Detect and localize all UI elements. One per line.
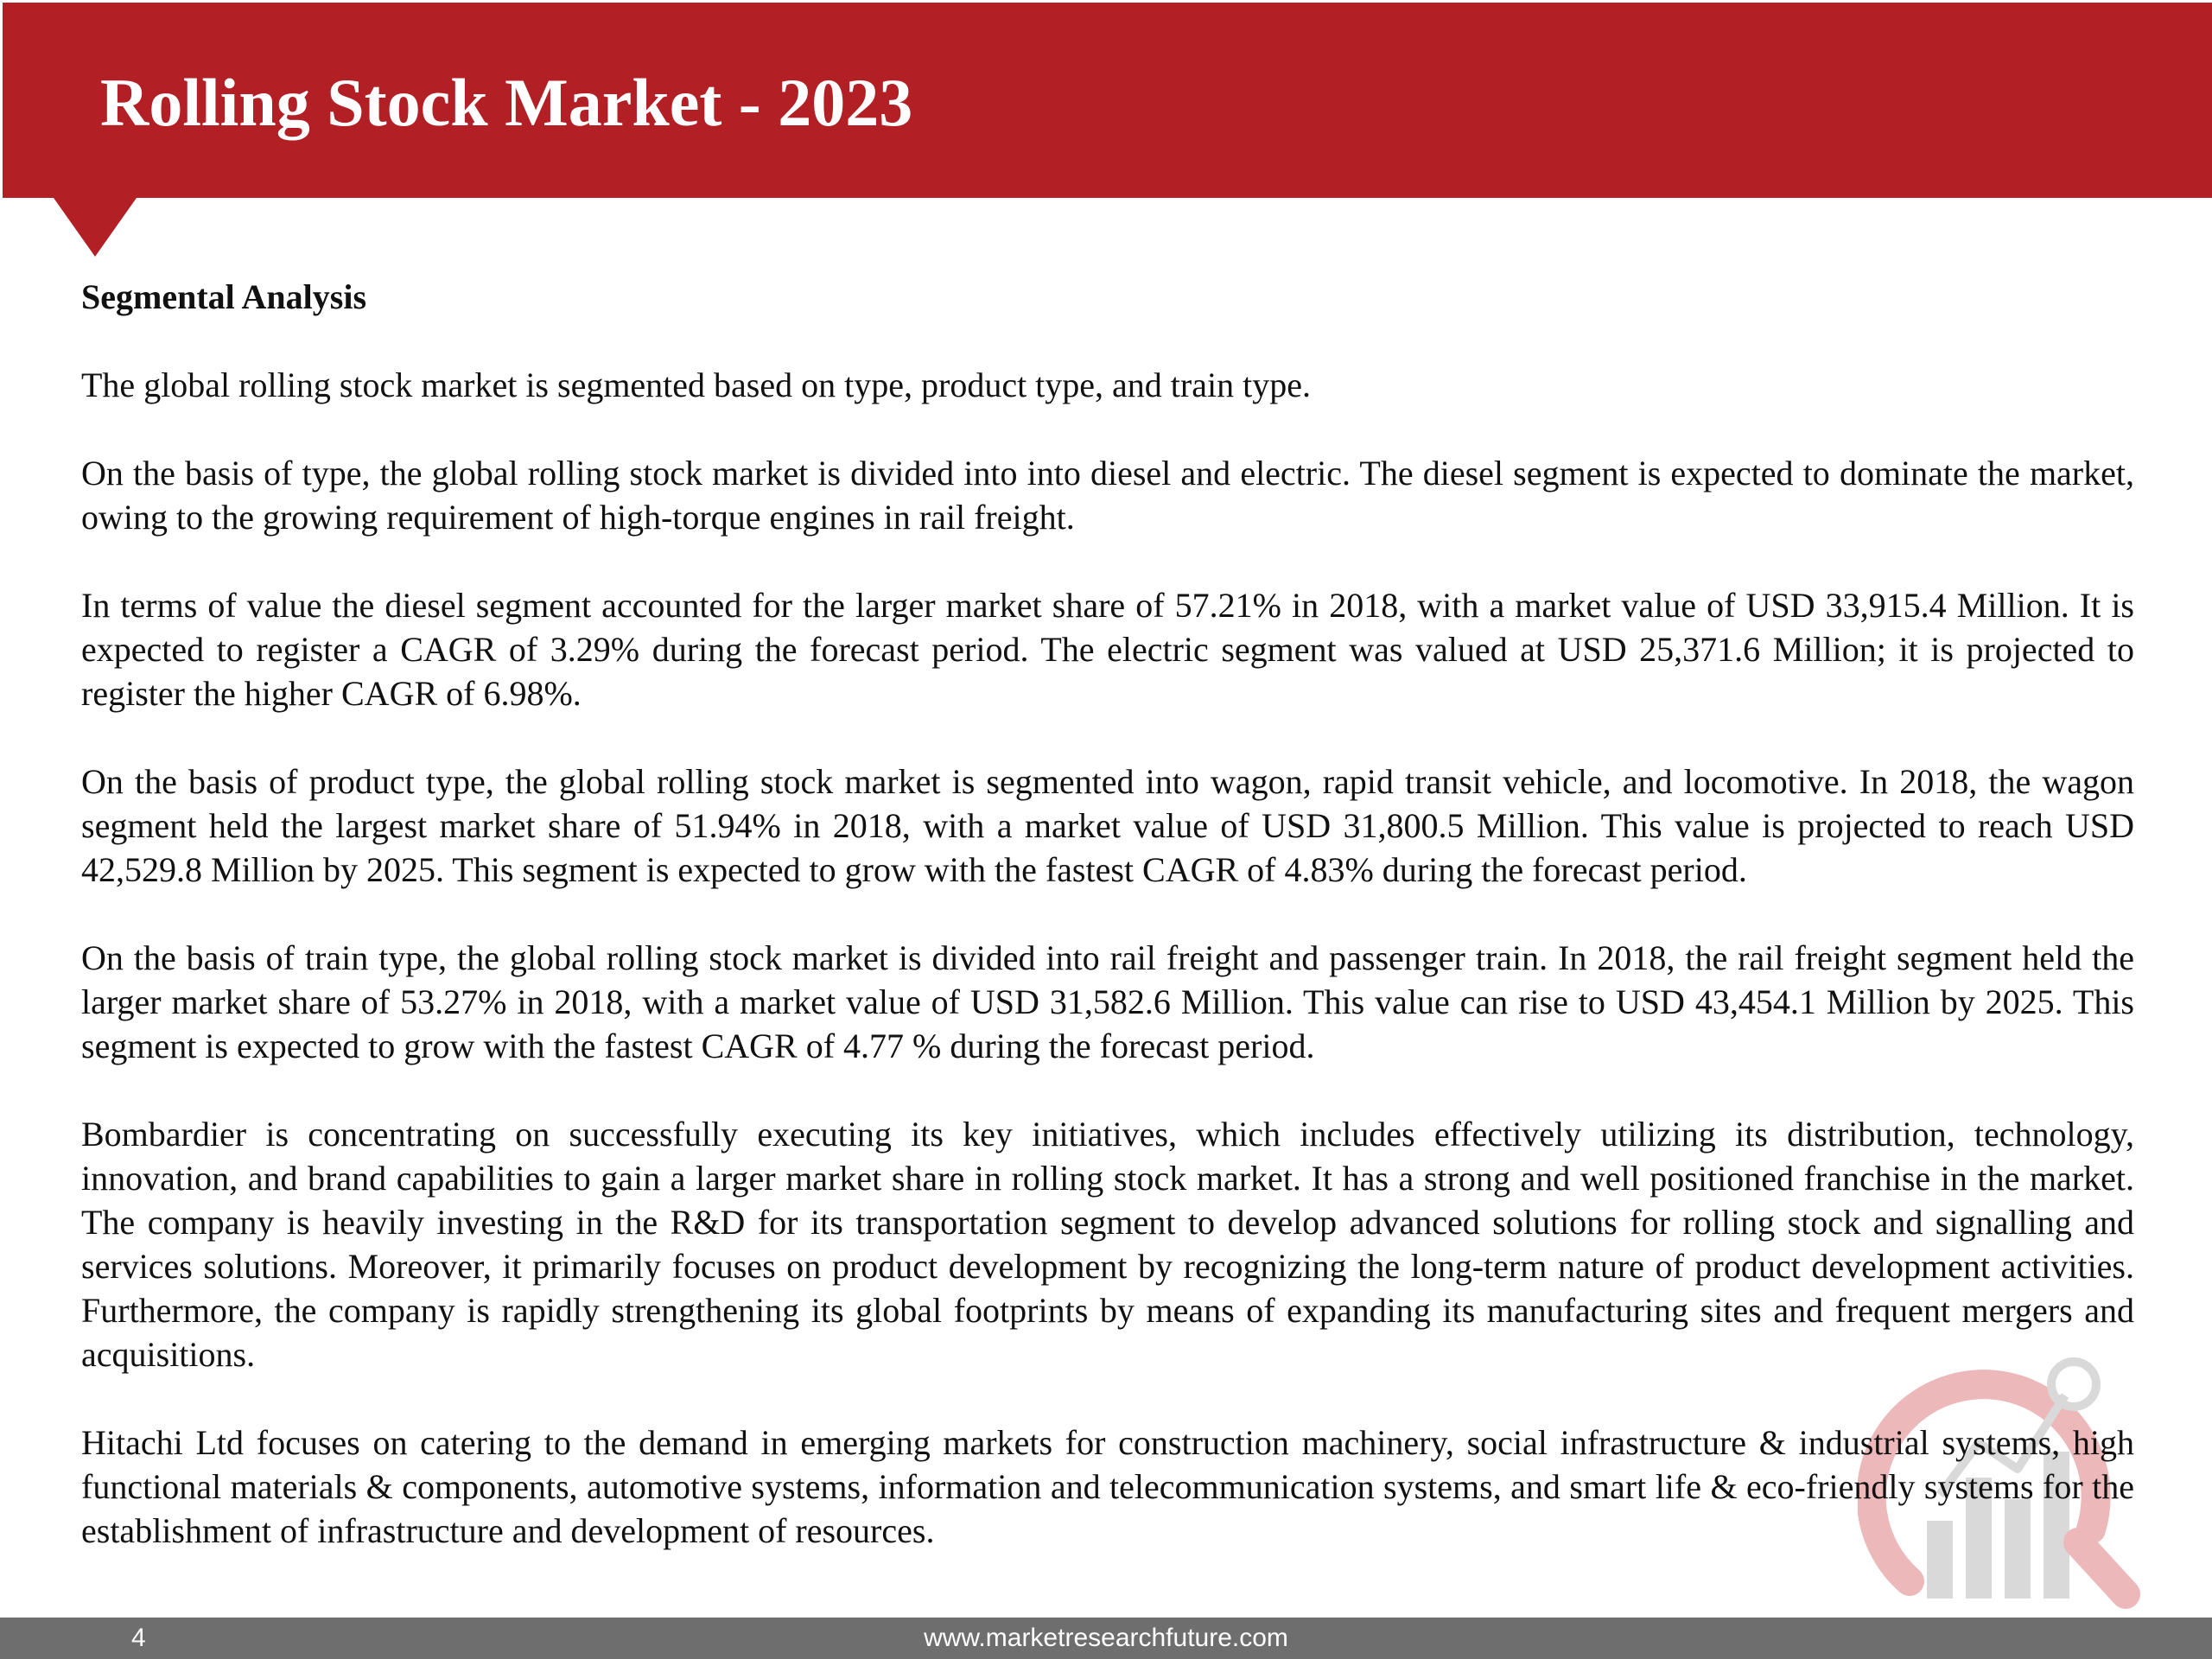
footer-website-link[interactable]: www.marketresearchfuture.com — [924, 1624, 1288, 1652]
paragraph-type-value: In terms of value the diesel segment accounted for the larger market share of 57.21% in 2018, with a market value of USD 33,915.4 Million. It is expected to register a CAGR of 3.29% during the forecast period. The electric segment was valued at USD 25,371.6 Million; it is projected to register the higher CAGR of 6.98%. — [81, 586, 2134, 713]
paragraph-segmentation-intro: The global rolling stock market is segmented based on type, product type, and train type. — [81, 365, 1311, 404]
section-heading: Segmental Analysis — [81, 277, 367, 316]
segmental-analysis-section — [81, 275, 2134, 1597]
paragraph-train-type: On the basis of train type, the global rolling stock market is divided into rail freight and passenger train. In 2018, the rail freight segment held the larger market share of 53.27% in 2018, with a market value of USD 31,582.6 Million. This value can rise to USD 43,454.1 Million by 2025. This segment is expected to grow with the fastest CAGR of 4.77 % during the forecast period. — [81, 938, 2134, 1065]
paragraph-type: On the basis of type, the global rolling stock market is divided into into diesel and electric. The diesel segment is expected to dominate the market, owing to the growing requirement of high-torque engines in rail freight. — [81, 454, 2134, 537]
footer-bar — [0, 1618, 2212, 1659]
banner-pointer — [54, 198, 137, 257]
page-title: Rolling Stock Market - 2023 — [100, 65, 913, 140]
page-number: 4 — [131, 1624, 146, 1652]
paragraph-product-type: On the basis of product type, the global rolling stock market is segmented into wagon, rapid transit vehicle, and locomotive. In 2018, the wagon segment held the largest market share of 51.94% in 2018, with a market value of USD 31,800.5 Million. This value is projected to reach USD 42,529.8 Million by 2025. This segment is expected to grow with the fastest CAGR of 4.83% during the forecast period. — [81, 762, 2134, 889]
paragraph-bombardier: Bombardier is concentrating on successfully executing its key initiatives, which includes effectively utilizing its distribution, technology, innovation, and brand capabilities to gain a larger market share in rolling stock market. It has a strong and well positioned franchise in the market. The company is heavily investing in the R&D for its transportation segment to develop advanced solutions for rolling stock and signalling and services solutions. Moreover, it primarily focuses on product development by recognizing the long-term nature of product development activities. Furthermore, the company is rapidly strengthening its global footprints by means of expanding its manufacturing sites and frequent mergers and acquisitions. — [81, 1115, 2134, 1374]
paragraph-hitachi: Hitachi Ltd focuses on catering to the demand in emerging markets for construction machinery, social infrastructure & industrial systems, high functional materials & components, automotive systems, information and telecommunication systems, and smart life & eco-friendly systems for the establishment of infrastructure and development of resources. — [81, 1423, 2134, 1550]
title-banner — [3, 3, 2212, 198]
